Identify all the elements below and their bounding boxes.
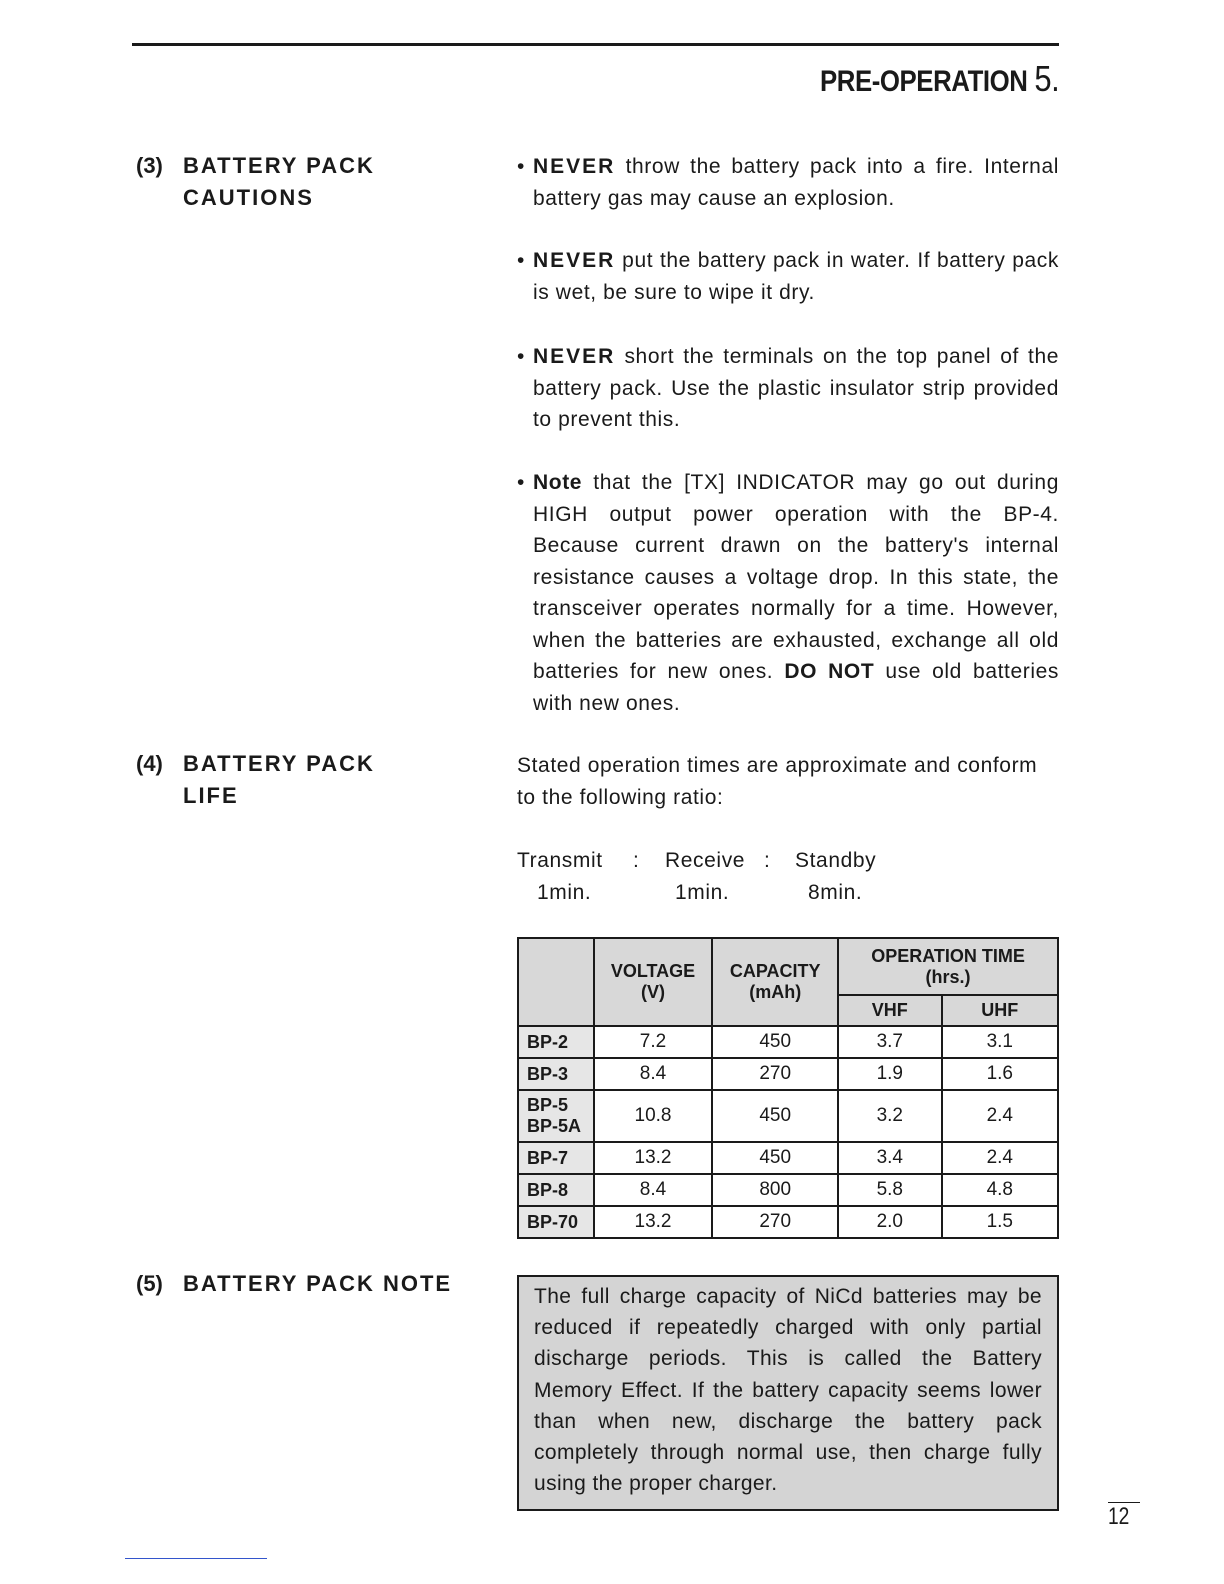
table-row: [518, 1142, 1058, 1174]
cell-vhf: 2.0: [838, 1206, 942, 1238]
caution-keyword: NEVER: [533, 345, 616, 368]
cell-vhf: 5.8: [838, 1174, 942, 1206]
cell-uhf: 3.1: [942, 1026, 1058, 1058]
cell-vhf: 3.4: [838, 1142, 942, 1174]
cell-capacity: 270: [712, 1058, 838, 1090]
caution-text: short the terminals on the top panel of the battery pack. Use the plastic insulator strip provided to prevent this.: [533, 345, 1059, 431]
bullet-icon: •: [517, 249, 525, 272]
cell-capacity: 450: [712, 1026, 838, 1058]
heading-line: BATTERY PACK: [183, 751, 375, 776]
ratio-label: Transmit: [517, 849, 603, 872]
table-row: [518, 1058, 1058, 1090]
ratio-separator: :: [633, 849, 640, 872]
ratio-value: 8min.: [808, 881, 863, 904]
life-intro: Stated operation times are approximate and conform to the following ratio:: [517, 754, 1038, 809]
caution-text: put the battery pack in water. If battery pack is wet, be sure to wipe it dry.: [533, 249, 1059, 304]
ratio-value: 1min.: [537, 881, 592, 904]
cell-model: BP-8: [518, 1174, 594, 1206]
caution-item: [517, 245, 1059, 308]
table-row: [518, 1174, 1058, 1206]
cell-vhf: 1.9: [838, 1058, 942, 1090]
header-voltage: VOLTAGE (V): [594, 938, 713, 1026]
cell-voltage: 13.2: [594, 1142, 713, 1174]
section-number: 5.: [1034, 58, 1059, 99]
cell-uhf: 2.4: [942, 1090, 1058, 1142]
cell-capacity: 270: [712, 1206, 838, 1238]
caution-text: use old batteries with new ones.: [533, 660, 1060, 715]
ratio-label: Standby: [795, 849, 877, 872]
heading-battery-note: [136, 1268, 452, 1300]
header-uhf: UHF: [942, 995, 1058, 1026]
table-header-corner: [518, 938, 594, 1026]
bullet-icon: •: [517, 471, 525, 494]
battery-spec-table: [517, 937, 1059, 1239]
heading-battery-cautions: [136, 150, 375, 214]
header-vhf: VHF: [838, 995, 942, 1026]
caution-text: that the [TX] INDICATOR may go out during HIGH output power operation with the BP-4. Because current drawn on the battery's internal resistance causes a voltage drop. In this state, the transceiver operates normally for a time. However, when the batteries are exhausted, exchange all old batteries for new ones.: [533, 471, 1059, 683]
cell-model: BP-2: [518, 1026, 594, 1058]
ratio-value: 1min.: [675, 881, 730, 904]
heading-line: LIFE: [183, 783, 239, 808]
table-header-row: [518, 938, 1058, 995]
bullet-icon: •: [517, 345, 525, 368]
header-capacity: CAPACITY (mAh): [712, 938, 838, 1026]
cell-uhf: 1.6: [942, 1058, 1058, 1090]
heading-number: (3): [136, 153, 163, 178]
footer-rule: [125, 1558, 267, 1559]
page-number: 12: [1108, 1502, 1140, 1531]
section-title-text: PRE-OPERATION: [819, 65, 1028, 98]
ratio-separator: :: [764, 849, 771, 872]
cell-voltage: 8.4: [594, 1174, 713, 1206]
heading-number: (4): [136, 751, 163, 776]
battery-note-box: The full charge capacity of NiCd batteries may be reduced if repeatedly charged with only partial discharge periods. This is called the Battery Memory Effect. If the battery capacity seems lower than when new, discharge the battery pack completely through normal use, then charge fully using the proper charger.: [517, 1275, 1059, 1511]
caution-keyword: NEVER: [533, 155, 616, 178]
caution-keyword: Note: [533, 471, 583, 494]
caution-text: throw the battery pack into a fire. Internal battery gas may cause an explosion.: [533, 155, 1059, 210]
top-rule: [132, 43, 1059, 46]
table-row: [518, 1206, 1058, 1238]
heading-number: (5): [136, 1271, 163, 1296]
cell-uhf: 2.4: [942, 1142, 1058, 1174]
cell-vhf: 3.2: [838, 1090, 942, 1142]
caution-keyword: NEVER: [533, 249, 616, 272]
header-operation-time: OPERATION TIME (hrs.): [838, 938, 1058, 995]
cell-voltage: 13.2: [594, 1206, 713, 1238]
cell-vhf: 3.7: [838, 1026, 942, 1058]
caution-item: [517, 341, 1059, 436]
table-row: [518, 1026, 1058, 1058]
heading-line: CAUTIONS: [183, 185, 314, 210]
cell-model: BP-3: [518, 1058, 594, 1090]
caution-item: [517, 151, 1059, 214]
cell-uhf: 1.5: [942, 1206, 1058, 1238]
caution-item: [517, 467, 1059, 719]
table-row: [518, 1090, 1058, 1142]
heading-line: BATTERY PACK: [183, 153, 375, 178]
bullet-icon: •: [517, 155, 525, 178]
ratio-label: Receive: [665, 849, 746, 872]
cell-capacity: 800: [712, 1174, 838, 1206]
cell-model: BP-5 BP-5A: [518, 1090, 594, 1142]
cell-voltage: 10.8: [594, 1090, 713, 1142]
heading-line: BATTERY PACK NOTE: [183, 1271, 453, 1296]
cell-capacity: 450: [712, 1142, 838, 1174]
page-section-title: [820, 58, 1059, 100]
cell-uhf: 4.8: [942, 1174, 1058, 1206]
cell-voltage: 8.4: [594, 1058, 713, 1090]
cell-model: BP-70: [518, 1206, 594, 1238]
cell-model: BP-7: [518, 1142, 594, 1174]
cell-capacity: 450: [712, 1090, 838, 1142]
caution-keyword: DO NOT: [784, 660, 875, 683]
heading-battery-life: [136, 748, 375, 812]
cell-voltage: 7.2: [594, 1026, 713, 1058]
